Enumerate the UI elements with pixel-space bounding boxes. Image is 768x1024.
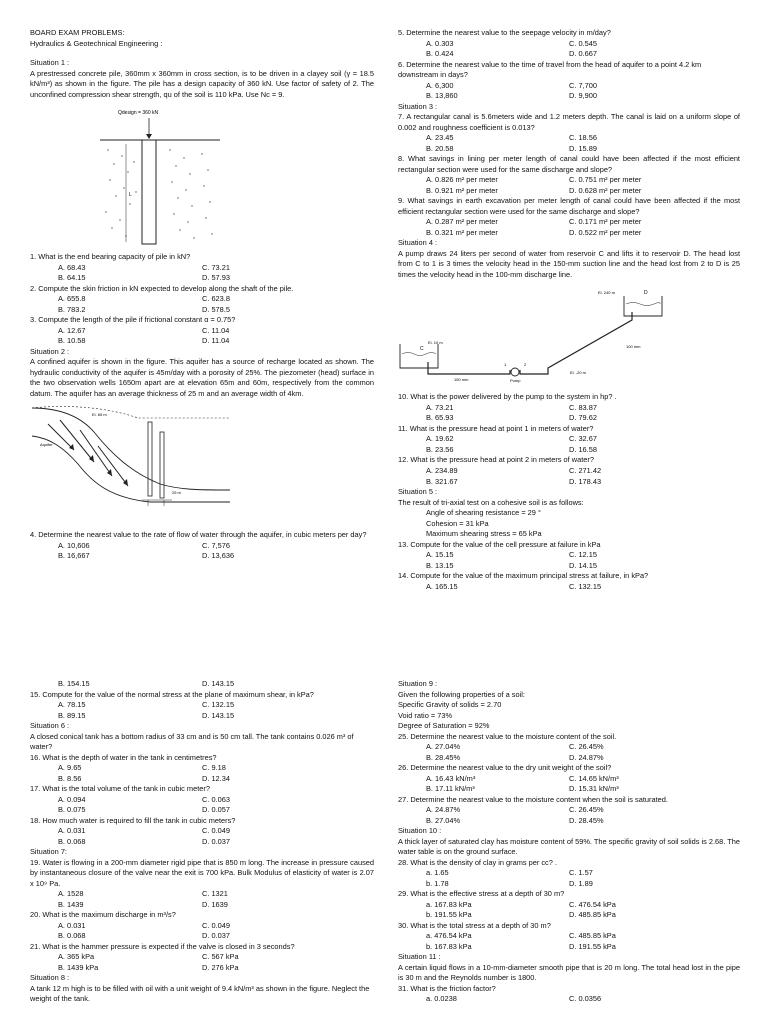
question-9-choices <box>398 217 740 238</box>
choice[interactable]: B. 65.93 <box>426 413 454 423</box>
choice[interactable]: A. 0.031 <box>58 826 86 836</box>
question-16: 16. What is the depth of water in the tank in centimetres? <box>30 752 217 762</box>
question-1: 1. What is the end bearing capacity of pile in kN? <box>30 252 191 262</box>
choice[interactable]: C. 11.04 <box>202 325 230 335</box>
situation-5-title: Situation 5 : <box>398 487 438 497</box>
question-26: 26. Determine the nearest value to the dry unit weight of the soil? <box>398 763 612 773</box>
choice[interactable]: C. 18.56 <box>569 133 597 143</box>
choice[interactable]: D. 143.15 <box>202 710 235 720</box>
choice[interactable]: D. 12.34 <box>202 773 230 783</box>
choice[interactable]: B. 321.67 <box>426 476 458 486</box>
question-14-choices-cont <box>30 679 374 690</box>
choice[interactable]: C. 132.15 <box>569 581 602 591</box>
choice[interactable]: D. 1639 <box>202 899 228 909</box>
choice[interactable]: a. 167.83 kPa <box>426 899 472 909</box>
document-title: BOARD EXAM PROBLEMS: <box>30 28 125 37</box>
choice[interactable]: B. 1439 <box>58 899 84 909</box>
question-6: 6. Determine the nearest value to the time of travel from the head of aquifer to a point 4.2 km downstream in days? <box>398 59 702 80</box>
choice[interactable]: C. 1321 <box>202 889 228 899</box>
elevation-minus20-label: El. -20 m <box>570 370 587 376</box>
choice[interactable]: D. 143.15 <box>202 679 235 688</box>
choice[interactable]: C. 14.65 kN/m³ <box>569 773 619 783</box>
question-25: 25. Determine the nearest value to the moisture content of the soil. <box>398 731 617 741</box>
choice[interactable]: D. 191.55 kPa <box>569 941 616 951</box>
aquifer-elevation-label: El. 65 m <box>92 412 107 418</box>
choice[interactable]: C. 12.15 <box>569 550 597 560</box>
question-3-choices <box>30 326 374 347</box>
choice[interactable]: B. 1439 kPa <box>58 962 99 972</box>
question-21-choices <box>30 952 374 973</box>
choice[interactable]: B. 0.921 m² per meter <box>426 185 498 195</box>
question-17-choices <box>30 795 374 816</box>
reservoir-d-label: D <box>644 290 648 297</box>
choice[interactable]: A. 0.031 <box>58 920 86 930</box>
choice[interactable]: C. 26.45% <box>569 805 604 815</box>
choice[interactable]: B. 8.56 <box>58 773 82 783</box>
choice[interactable]: D. 0.522 m² per meter <box>569 227 642 237</box>
choice[interactable]: B. 64.15 <box>58 273 86 283</box>
question-1-choices <box>30 263 374 284</box>
choice[interactable]: C. 26.45% <box>569 742 604 752</box>
choice[interactable]: D. 9,900 <box>569 91 597 101</box>
choice[interactable]: C. 0.049 <box>202 826 230 836</box>
question-29: 29. What is the effective stress at a depth of 30 m? <box>398 889 565 899</box>
choice[interactable]: A. 655.8 <box>58 294 86 304</box>
choice[interactable]: a. 476.54 kPa <box>426 931 472 941</box>
choice[interactable]: B. 13,860 <box>426 91 458 101</box>
choice[interactable]: D. 0.037 <box>202 931 230 941</box>
question-19-choices <box>30 889 374 910</box>
situation-5-line: Angle of shearing resistance = 29 ° <box>426 508 541 518</box>
situation-10-title: Situation 10 : <box>398 826 442 836</box>
choice[interactable]: C. 0.171 m² per meter <box>569 217 642 227</box>
elevation-10-label: El. 10 m <box>428 340 443 346</box>
choice[interactable]: B. 28.45% <box>426 752 461 762</box>
question-14-choices <box>398 582 740 593</box>
situation-9-text: Given the following properties of a soil: <box>398 689 525 699</box>
question-18: 18. How much water is required to fill the tank in cubic meters? <box>30 815 236 825</box>
choice[interactable]: D. 178.43 <box>569 476 602 486</box>
choice[interactable]: B. 13.15 <box>426 560 454 570</box>
choice[interactable]: D. 13,636 <box>202 551 235 561</box>
choice[interactable]: C. 0.751 m² per meter <box>569 175 642 185</box>
situation-1-title: Situation 1 : <box>30 58 70 68</box>
choice[interactable]: C. 0.049 <box>202 920 230 930</box>
choice[interactable]: D. 16.58 <box>569 444 597 454</box>
choice[interactable]: A. 78.15 <box>58 700 86 710</box>
choice[interactable]: C. 476.54 kPa <box>569 899 616 909</box>
question-28-choices <box>398 868 740 889</box>
choice[interactable]: A. 10,606 <box>58 540 90 550</box>
situation-2-text: A confined aquifer is shown in the figure. This aquifer has a source of recharge located as shown. The hydraulic conductivity of the aquifer is 45m/day with a porosity of 25%. The piezometer (head) surface in the two observation wells 1650m apart are at elevation 65m and 60m, respectively from the common datum. The aquifer has an average thickness of 25 m and an average width of 4km. <box>30 357 374 398</box>
situation-3-title: Situation 3 : <box>398 101 438 111</box>
question-31-choices <box>398 994 740 1005</box>
choice[interactable]: C. 83.87 <box>569 402 597 412</box>
column-bottom-right <box>398 679 740 1005</box>
choice[interactable]: A. 0.826 m² per meter <box>426 175 498 185</box>
choice[interactable]: D. 0.057 <box>202 805 230 815</box>
question-3: 3. Compute the length of the pile if frictional constant α = 0.75? <box>30 315 236 325</box>
question-25-choices <box>398 742 740 763</box>
choice[interactable]: C. 7,576 <box>202 540 230 550</box>
choice[interactable]: A. 23.45 <box>426 133 454 143</box>
question-9: 9. What savings in earth excavation per meter length of canal could have been affected if the most efficient rectangular section were used for the same discharge and slope? <box>398 196 740 216</box>
question-11: 11. What is the pressure head at point 1 in meters of water? <box>398 423 594 433</box>
question-14: 14. Compute for the value of the maximum principal stress at failure, in kPa? <box>398 571 649 581</box>
choice[interactable]: a. 0.0238 <box>426 994 457 1004</box>
question-5-choices <box>398 39 740 60</box>
question-2: 2. Compute the skin friction in kN expected to develop along the shaft of the pile. <box>30 283 294 293</box>
choice[interactable]: C. 623.8 <box>202 294 230 304</box>
situation-5-line: Maximum shearing stress = 65 kPa <box>426 529 542 539</box>
pile-figure <box>30 104 374 252</box>
column-bottom-left <box>30 679 374 1005</box>
situation-4-text: A pump draws 24 liters per second of water from reservoir C and lifts it to reservoir D. The head lost from C to 1 is 3 times the velocity head in the 150-mm suction line and the head lost from 2 to D is 25 times the velocity head in the 100-mm discharge line. <box>398 248 740 279</box>
choice[interactable]: b. 191.55 kPa <box>426 910 472 920</box>
question-6-choices <box>398 81 740 102</box>
situation-1-text: A prestressed concrete pile, 360mm x 360mm in cross section, is to be driven in a clayey soil (γ = 18.5 kN/m³) as shown in the figure. The pile has a design capacity of 360 kN. Use factor of safety of 2. The unconfined compression shear strength, qu of the soil is 110 kPa. Use Nc = 9. <box>30 68 374 99</box>
aquifer-figure <box>30 402 374 508</box>
choice[interactable]: D. 0.667 <box>569 49 597 59</box>
question-4: 4. Determine the nearest value to the rate of flow of water through the aquifer, in cubic meters per day? <box>30 530 367 540</box>
choice[interactable]: A. 16.43 kN/m³ <box>426 773 476 783</box>
choice[interactable]: B. 16,667 <box>58 551 90 561</box>
choice[interactable]: C. 32.67 <box>569 434 597 444</box>
reservoir-c-label: C <box>420 346 424 353</box>
question-20: 20. What is the maximum discharge in m³/s? <box>30 910 176 920</box>
question-19: 19. Water is flowing in a 200-mm diameter rigid pipe that is 850 m long. The increase in pressure caused by instantaneous closure of the valve near the exit is 700 kPa. Bulk Modulus of elasticity of water is 2.07 x 10⁹ Pa. <box>30 857 374 888</box>
choice[interactable]: A. 0.094 <box>58 794 86 804</box>
choice[interactable]: D. 0.037 <box>202 836 230 846</box>
situation-5-line: Cohesion = 31 kPa <box>426 518 489 528</box>
choice[interactable]: A. 6,300 <box>426 80 454 90</box>
choice[interactable]: A. 234.89 <box>426 465 458 475</box>
choice[interactable]: C. 567 kPa <box>202 952 239 962</box>
choice[interactable]: C. 0.0356 <box>569 994 602 1004</box>
choice[interactable]: B. 27.04% <box>426 815 461 825</box>
choice[interactable]: C. 73.21 <box>202 262 230 272</box>
choice[interactable]: B. 154.15 <box>58 679 90 688</box>
question-10-choices <box>398 403 740 424</box>
situation-9-title: Situation 9 : <box>398 679 438 688</box>
question-7-choices <box>398 133 740 154</box>
situation-9-line: Void ratio = 73% <box>398 710 453 720</box>
situation-10-text: A thick layer of saturated clay has moisture content of 59%. The specific gravity of soil solids is 2.68. The water table is on the ground surface. <box>398 836 740 857</box>
choice[interactable]: A. 27.04% <box>426 742 461 752</box>
situation-7-title: Situation 7: <box>30 847 67 857</box>
choice[interactable]: D. 79.62 <box>569 413 597 423</box>
choice[interactable]: A. 24.87% <box>426 805 461 815</box>
choice[interactable]: B. 10.58 <box>58 336 86 346</box>
choice[interactable]: B. 17.11 kN/m³ <box>426 784 475 794</box>
choice[interactable]: B. 0.068 <box>58 931 86 941</box>
question-20-choices <box>30 921 374 942</box>
point-1-label: 1 <box>504 362 507 368</box>
choice[interactable]: D. 1.89 <box>569 878 593 888</box>
question-5: 5. Determine the nearest value to the seepage velocity in m/day? <box>398 28 611 37</box>
choice[interactable]: B. 89.15 <box>58 710 86 720</box>
question-12: 12. What is the pressure head at point 2 in meters of water? <box>398 455 594 465</box>
choice[interactable]: C. 9.18 <box>202 763 226 773</box>
question-15: 15. Compute for the value of the normal stress at the plane of maximum shear, in kPa? <box>30 689 314 699</box>
choice[interactable]: D. 24.87% <box>569 752 604 762</box>
choice[interactable]: D. 15.31 kN/m³ <box>569 784 619 794</box>
question-7: 7. A rectangular canal is 5.6meters wide and 1.2 meters depth. The canal is laid on a uniform slope of 0.002 and roughness coefficient is 0.013? <box>398 112 740 132</box>
situation-8-title: Situation 8 : <box>30 973 70 983</box>
question-11-choices <box>398 434 740 455</box>
elevation-240-label: El. 240 m <box>598 290 615 296</box>
question-29-choices <box>398 900 740 921</box>
choice[interactable]: A. 19.62 <box>426 434 454 444</box>
choice[interactable]: C. 485.85 kPa <box>569 931 616 941</box>
choice[interactable]: D. 11.04 <box>202 336 230 346</box>
pump-label: Pump <box>510 378 521 384</box>
pump-icon <box>511 368 519 376</box>
situation-9-line: Degree of Saturation = 92% <box>398 721 490 731</box>
question-28: 28. What is the density of clay in grams per cc? . <box>398 857 557 867</box>
choice[interactable]: A. 1528 <box>58 889 84 899</box>
aquifer-thickness-label: 25 m <box>172 490 181 496</box>
choice[interactable]: C. 132.15 <box>202 700 235 710</box>
pile-load-label: Qdesign = 360 kN <box>118 110 159 117</box>
situation-6-title: Situation 6 : <box>30 721 70 731</box>
choice[interactable]: A. 365 kPa <box>58 952 95 962</box>
choice[interactable]: D. 276 kPa <box>202 962 239 972</box>
choice[interactable]: B. 20.58 <box>426 143 454 153</box>
column-top-right <box>398 28 740 592</box>
point-2-label: 2 <box>524 362 527 368</box>
choice[interactable]: D. 15.89 <box>569 143 597 153</box>
choice[interactable]: A. 0.287 m² per meter <box>426 217 498 227</box>
choice[interactable]: D. 14.15 <box>569 560 597 570</box>
choice[interactable]: B. 0.075 <box>58 805 86 815</box>
situation-5-text: The result of tri-axial test on a cohesive soil is as follows: <box>398 497 584 507</box>
choice[interactable]: A. 0.303 <box>426 38 454 48</box>
choice[interactable]: C. 271.42 <box>569 465 602 475</box>
situation-6-text: A closed conical tank has a bottom radius of 33 cm and is 50 cm tall. The tank contains 0.026 m³ of water? <box>30 731 354 752</box>
aquifer-label: Aquifer <box>40 442 53 448</box>
choice[interactable]: A. 12.67 <box>58 325 86 335</box>
question-26-choices <box>398 774 740 795</box>
question-8: 8. What savings in lining per meter length of canal could have been affected if the most efficient rectangular section were used for the same discharge and slope? <box>398 154 740 174</box>
choice[interactable]: D. 28.45% <box>569 815 604 825</box>
choice[interactable]: A. 9.65 <box>58 763 82 773</box>
pump-figure <box>398 282 740 392</box>
question-27: 27. Determine the nearest value to the moisture content when the soil is saturated. <box>398 794 668 804</box>
document-subtitle: Hydraulics & Geotechnical Engineering : <box>30 38 163 48</box>
choice[interactable]: a. 1.65 <box>426 868 449 878</box>
pipe-150-label: 150 mm <box>454 377 469 383</box>
question-10: 10. What is the power delivered by the pump to the system in hp? . <box>398 392 617 402</box>
choice[interactable]: C. 7,700 <box>569 80 597 90</box>
choice[interactable]: b. 1.78 <box>426 878 449 888</box>
question-2-choices <box>30 294 374 315</box>
choice[interactable]: A. 68.43 <box>58 262 86 272</box>
choice[interactable]: C. 0.063 <box>202 794 230 804</box>
question-8-choices <box>398 175 740 196</box>
situation-8-text: A tank 12 m high is to be filled with oil with a unit weight of 9.4 kN/m³ as shown in the figure. Neglect the weight of the tank. <box>30 983 370 1004</box>
choice[interactable]: A. 73.21 <box>426 402 454 412</box>
question-15-choices <box>30 700 374 721</box>
question-18-choices <box>30 826 374 847</box>
choice[interactable]: B. 0.424 <box>426 49 454 59</box>
question-21: 21. What is the hammer pressure is expected if the valve is closed in 3 seconds? <box>30 941 295 951</box>
column-top-left <box>30 28 374 562</box>
choice[interactable]: D. 485.85 kPa <box>569 910 616 920</box>
situation-11-title: Situation 11 : <box>398 952 441 962</box>
choice[interactable]: D. 57.93 <box>202 273 230 283</box>
choice[interactable]: A. 15.15 <box>426 550 454 560</box>
question-4-choices <box>30 541 374 562</box>
question-16-choices <box>30 763 374 784</box>
situation-2-title: Situation 2 : <box>30 346 70 356</box>
choice[interactable]: C. 1.57 <box>569 868 593 878</box>
situation-9-line: Specific Gravity of solids = 2.70 <box>398 700 502 710</box>
pile-length-label: L <box>129 192 132 199</box>
situation-4-title: Situation 4 : <box>398 238 438 248</box>
question-31: 31. What is the friction factor? <box>398 983 496 993</box>
choice[interactable]: C. 0.545 <box>569 38 597 48</box>
choice[interactable]: B. 783.2 <box>58 304 86 314</box>
question-17: 17. What is the total volume of the tank in cubic meter? <box>30 784 210 794</box>
question-30-choices <box>398 931 740 952</box>
choice[interactable]: A. 165.15 <box>426 581 458 591</box>
question-13-choices <box>398 550 740 571</box>
question-30: 30. What is the total stress at a depth of 30 m? <box>398 920 551 930</box>
question-12-choices <box>398 466 740 487</box>
pipe-100-label: 100 mm <box>626 344 641 350</box>
choice[interactable]: B. 0.321 m² per meter <box>426 227 498 237</box>
pile-shaft <box>142 140 156 244</box>
question-13: 13. Compute for the value of the cell pressure at failure in kPa <box>398 539 601 549</box>
choice[interactable]: B. 0.068 <box>58 836 86 846</box>
choice[interactable]: D. 0.628 m² per meter <box>569 185 642 195</box>
question-27-choices <box>398 805 740 826</box>
choice[interactable]: D. 578.5 <box>202 304 230 314</box>
situation-11-text: A certain liquid flows in a 10-mm-diameter smooth pipe that is 20 m long. The total head lost in the pipe is 30 m and the Reynolds number is 1800. <box>398 962 740 983</box>
choice[interactable]: b. 167.83 kPa <box>426 941 472 951</box>
choice[interactable]: B. 23.56 <box>426 444 454 454</box>
